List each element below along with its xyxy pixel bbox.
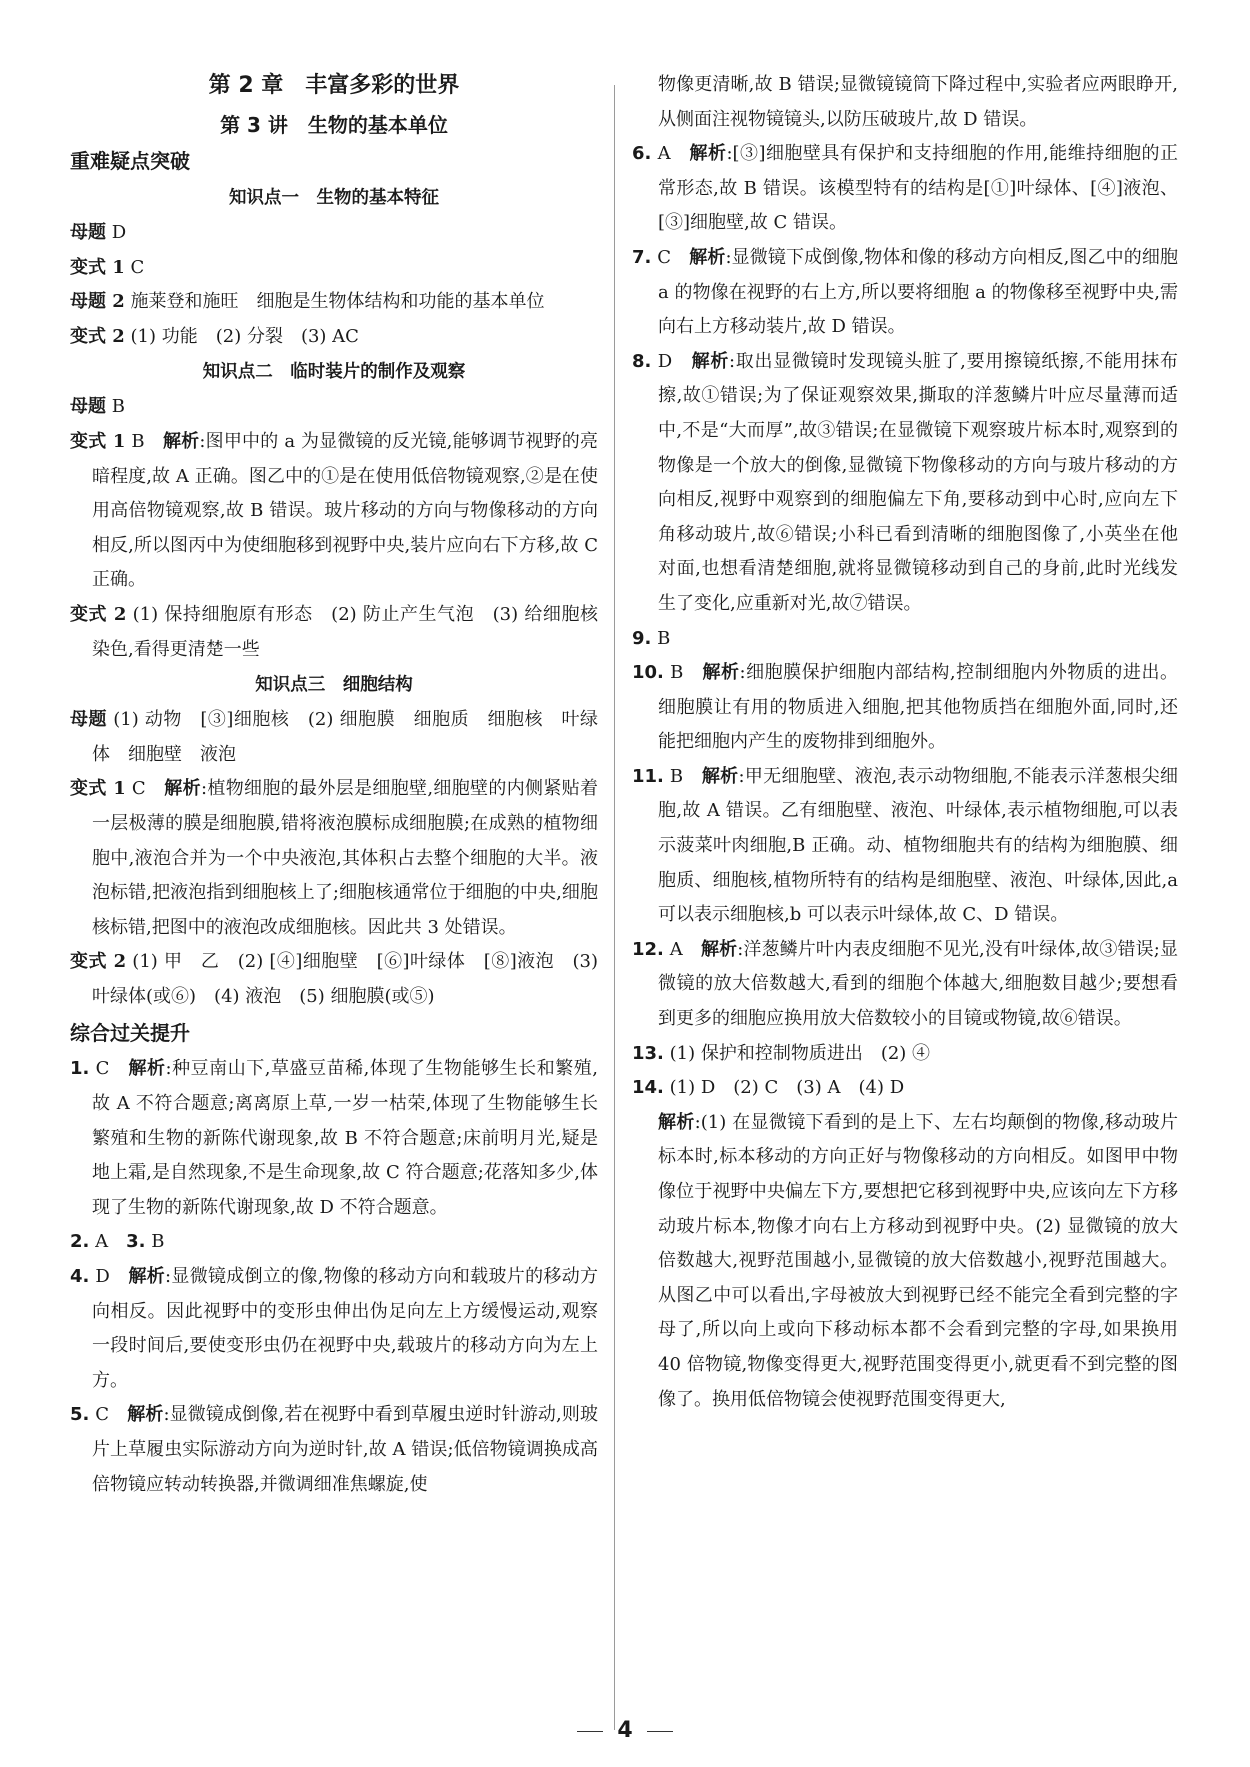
column-divider [614, 85, 615, 1730]
question-answer: 12. A 解析:洋葱鳞片叶内表皮细胞不见光,没有叶绿体,故③错误;显微镜的放大倍数越大,看到的细胞个体越大,细胞数目越少;要想看到更多的细胞应换用放大倍数较小的目镜或物镜,故⑥错误。 [632, 938, 1178, 1030]
answer-item: 变式 1 C [70, 256, 145, 278]
question-answer: 8. D 解析:取出显微镜时发现镜头脏了,要用擦镜纸擦,不能用抹布擦,故①错误;为了保证观察效果,撕取的洋葱鳞片叶应尽量薄而适中,不是“大而厚”,故③错误;在显微镜下观察玻片标本时,观察到的物像是一个放大的倒像,显微镜下物像移动的方向与玻片移动的方向相反,视野中观察到的细胞偏左下角,要移动到中心时,应向左下角移动玻片,故⑥错误;小科已看到清晰的细胞图像了,小英坐在他对面,也想看清楚细胞,就将显微镜移动到自己的身前,此时光线发生了变化,应重新对光,故⑦错误。 [632, 350, 1178, 614]
question-answer: 6. A 解析:[③]细胞壁具有保护和支持细胞的作用,能维持细胞的正常形态,故 B 错误。该模型特有的结构是[①]叶绿体、[④]液泡、[③]细胞壁,故 C 错误。 [632, 143, 1178, 234]
lesson-title: 第 3 讲 生物的基本单位 [220, 113, 448, 137]
question-answer: 1. C 解析:种豆南山下,草盛豆苗稀,体现了生物能够生长和繁殖,故 A 不符合题意;离离原上草,一岁一枯荣,体现了生物能够生长繁殖和生物的新陈代谢现象,故 B 不符合题意;床前明月光,疑是地上霜,是自然现象,不是生命现象,故 C 符合题意;花落知多少,体现了生物的新陈代谢现象,故 D 不符合题意。 [70, 1058, 599, 1218]
left-column [70, 68, 598, 1502]
answer-item: 母题 B [70, 396, 125, 418]
section-heading-key-points: 重难疑点突破 [70, 149, 190, 173]
page-number: 4 [0, 1718, 1250, 1743]
question-answer: 13. (1) 保护和控制物质进出 (2) ④ [632, 1042, 931, 1064]
answer-item: 变式 1 C 解析:植物细胞的最外层是细胞壁,细胞壁的内侧紧贴着一层极薄的膜是细胞膜,错将液泡膜标成细胞膜;在成熟的植物细胞中,液泡合并为一个中央液泡,其体积占去整个细胞的大半。液泡标错,把液泡指到细胞核上了;细胞核通常位于细胞的中央,细胞核标错,把图中的液泡改成细胞核。因此共 3 处错误。 [70, 778, 599, 938]
knowledge-point-3-heading: 知识点三 细胞结构 [255, 675, 413, 696]
answer-item: 母题 D [70, 222, 127, 243]
right-column [632, 68, 1178, 1417]
question-answer: 10. B 解析:细胞膜保护细胞内部结构,控制细胞内外物质的进出。细胞膜让有用的物质进入细胞,把其他物质挡在细胞外面,同时,还能把细胞内产生的废物排到细胞外。 [632, 662, 1178, 753]
answer-item: 母题 (1) 动物 [③]细胞核 (2) 细胞膜 细胞质 细胞核 叶绿体 细胞壁 液泡 [70, 709, 599, 765]
answer-item: 母题 2 施莱登和施旺 细胞是生物体结构和功能的基本单位 [70, 291, 545, 313]
question-answer: 11. B 解析:甲无细胞壁、液泡,表示动物细胞,不能表示洋葱根尖细胞,故 A 错误。乙有细胞壁、液泡、叶绿体,表示植物细胞,可以表示菠菜叶肉细胞,B 正确。动、植物细胞共有的结构为细胞膜、细胞质、细胞核,植物所特有的结构是细胞壁、液泡、叶绿体,因此,a 可以表示细胞核,b 可以表示叶绿体,故 C、D 错误。 [632, 765, 1179, 926]
answer-item: 变式 2 (1) 甲 乙 (2) [④]细胞壁 [⑥]叶绿体 [⑧]液泡 (3) 叶绿体(或⑥) (4) 液泡 (5) 细胞膜(或⑤) [70, 951, 598, 1007]
answer-item: 变式 2 (1) 保持细胞原有形态 (2) 防止产生气泡 (3) 给细胞核染色,看得更清楚一些 [70, 603, 598, 660]
question-answer: 7. C 解析:显微镜下成倒像,物体和像的移动方向相反,图乙中的细胞 a 的物像在视野的右上方,所以要将细胞 a 的物像移至视野中央,需向右上方移动装片,故 D 错误。 [632, 246, 1178, 338]
question-answer: 4. D 解析:显微镜成倒立的像,物像的移动方向和载玻片的移动方向相反。因此视野中的变形虫伸出伪足向左上方缓慢运动,观察一段时间后,要使变形虫仍在视野中央,载玻片的移动方向为左上方。 [70, 1266, 599, 1391]
question-answer-continued: 物像更清晰,故 B 错误;显微镜镜筒下降过程中,实验者应两眼睁开,从侧面注视物镜镜头,以防压破玻片,故 D 错误。 [658, 74, 1178, 130]
question-answer: 14. (1) D (2) C (3) A (4) D [632, 1077, 905, 1099]
answer-item: 变式 1 B 解析:图甲中的 a 为显微镜的反光镜,能够调节视野的亮暗程度,故 A 正确。图乙中的①是在使用低倍物镜观察,②是在使用高倍物镜观察,故 B 错误。玻片移动的方向与物像移动的方向相反,所以图丙中为使细胞移到视野中央,装片应向右下方移,故 C 正确。 [70, 430, 598, 591]
chapter-title: 第 2 章 丰富多彩的世界 [208, 73, 460, 98]
question-answer: 5. C 解析:显微镜成倒像,若在视野中看到草履虫逆时针游动,则玻片上草履虫实际游动方向为逆时针,故 A 错误;低倍物镜调换成高倍物镜应转动转换器,并微调细准焦螺旋,使 [70, 1404, 598, 1495]
question-answer: 2. A 3. B [70, 1231, 165, 1253]
knowledge-point-1-heading: 知识点一 生物的基本特征 [229, 188, 439, 208]
section-heading-comprehensive: 综合过关提升 [70, 1021, 190, 1046]
knowledge-point-2-heading: 知识点二 临时装片的制作及观察 [202, 362, 466, 383]
question-explanation: 解析:(1) 在显微镜下看到的是上下、左右均颠倒的物像,移动玻片标本时,标本移动的方向正好与物像移动的方向相反。如图甲中物像位于视野中央偏左下方,要想把它移到视野中央,应该向左下方移动玻片标本,物像才向右上方移动到视野中央。(2) 显微镜的放大倍数越大,视野范围越小,显微镜的放大倍数越小,视野范围越大。从图乙中可以看出,字母被放大到视野已经不能完全看到完整的字母了,所以向上或向下移动标本都不会看到完整的字母,如果换用 40 倍物镜,物像变得更大,视野范围变得更小,就更看不到完整的图像了。换用低倍物镜会使视野范围变得更大, [658, 1111, 1178, 1410]
answer-item: 变式 2 (1) 功能 (2) 分裂 (3) AC [70, 325, 359, 347]
question-answer: 9. B [632, 627, 671, 649]
